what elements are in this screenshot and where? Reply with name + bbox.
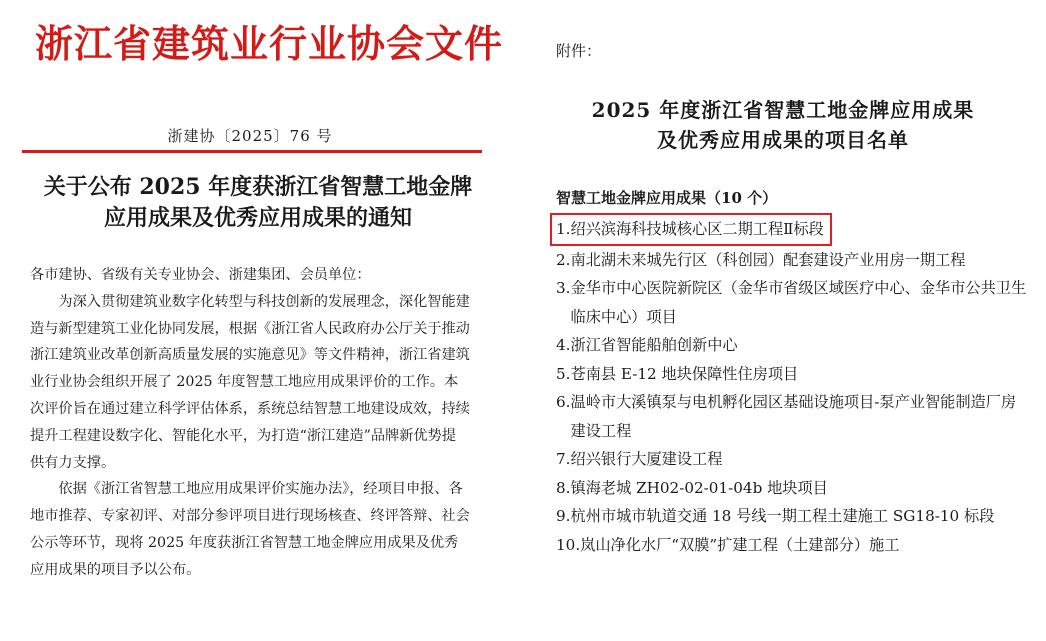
paragraph-1: 为深入贯彻建筑业数字化转型与科技创新的发展理念，深化智能建造与新型建筑工业化协同发展，根据《浙江省人民政府办公厅关于推动浙江建筑业改革创新高质量发展的实施意见》等文件精神，浙江省建筑业行业协会组织开展了 2025 年度智慧工地应用成果评价的工作。本次评价旨在通过建立科学评估体系，系统总结智慧工地建设成效，持续提升工程建设数字化、智能化水平，为打造“浙江建造”品牌新优势提供有力支撑。 — [30, 293, 470, 471]
list-item-text: 浙江省智能船舶创新中心 — [570, 336, 738, 354]
list-item-number: 10. — [556, 535, 581, 554]
list-item-text: 南北湖未来城先行区（科创园）配套建设产业用房一期工程 — [570, 250, 966, 269]
attachment-document — [520, 0, 1046, 641]
document-number: 浙建协〔2025〕76 号 — [167, 127, 333, 145]
section-heading: 智慧工地金牌应用成果（10 个） — [556, 189, 778, 207]
list-title-line-1: 2025 年度浙江省智慧工地金牌应用成果 — [591, 98, 975, 122]
red-divider — [22, 150, 482, 153]
list-item-number: 6. — [556, 393, 571, 411]
list-item — [552, 445, 1032, 474]
list-item — [552, 388, 1032, 445]
attachment-label: 附件： — [556, 42, 602, 60]
notice-document — [0, 0, 504, 641]
list-item — [552, 274, 1032, 331]
notice-title-line-1: 关于公布 2025 年度获浙江省智慧工地金牌 — [43, 174, 473, 200]
list-item-number: 7. — [556, 450, 571, 468]
notice-title — [28, 172, 488, 234]
list-item-text: 镇海老城 ZH02-02-01-04b 地块项目 — [570, 478, 828, 497]
paragraph-2: 依据《浙江省智慧工地应用成果评价实施办法》，经项目申报、各地市推荐、专家初评、对部分参评项目进行现场核查、终评答辩、社会公示等环节，现将 2025 年度获浙江省智慧工地金牌应用成果及优秀应用成果的项目予以公布。 — [30, 481, 470, 578]
list-item-number: 5. — [556, 364, 571, 383]
list-item — [552, 331, 1032, 360]
list-item-number: 2. — [556, 250, 571, 269]
project-list — [552, 213, 1032, 559]
list-title-line-2: 及优秀应用成果的项目名单 — [657, 128, 909, 152]
list-item-number: 9. — [556, 507, 571, 525]
notice-title-line-2: 应用成果及优秀应用成果的通知 — [103, 205, 412, 231]
list-item-text: 岚山净化水厂“双膜”扩建工程（土建部分）施工 — [580, 535, 900, 554]
list-item — [552, 502, 1032, 531]
list-item — [552, 360, 1032, 389]
list-item-text: 杭州市城市轨道交通 18 号线一期工程土建施工 SG18-10 标段 — [570, 507, 995, 525]
list-item-number: 4. — [556, 336, 571, 354]
list-item-number: 8. — [556, 478, 571, 497]
list-item-text: 苍南县 E-12 地块保障性住房项目 — [570, 364, 799, 383]
list-title — [520, 95, 1046, 155]
list-item — [552, 474, 1032, 503]
list-item-text: 温岭市大溪镇泵与电机孵化园区基础设施项目-泵产业智能制造厂房建设工程 — [570, 393, 1017, 440]
list-item-text: 绍兴滨海科技城核心区二期工程Ⅱ标段 — [570, 220, 824, 238]
document-header-title: 浙江省建筑业行业协会文件 — [35, 21, 504, 66]
list-item-number: 1. — [556, 220, 571, 238]
list-item — [552, 246, 1032, 275]
list-item-text: 绍兴银行大厦建设工程 — [570, 450, 723, 468]
list-item-text: 金华市中心医院新院区（金华市省级区域医疗中心、金华市公共卫生临床中心）项目 — [570, 279, 1027, 326]
list-item-number: 3. — [556, 279, 571, 297]
salutation: 各市建协、省级有关专业协会、浙建集团、会员单位： — [30, 267, 371, 283]
notice-body — [30, 262, 470, 584]
list-item — [552, 531, 1032, 560]
list-item — [550, 213, 832, 246]
